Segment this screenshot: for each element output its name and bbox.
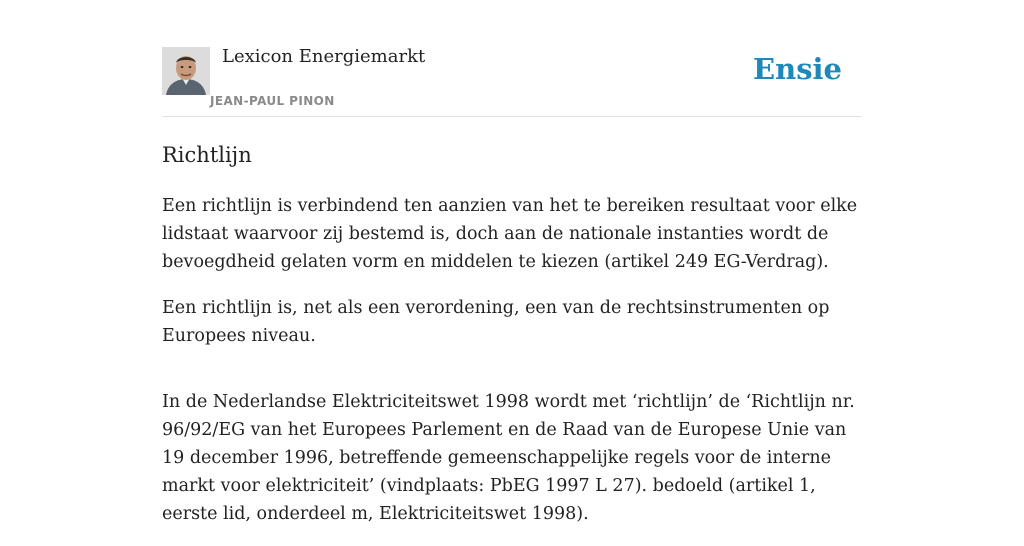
definition-paragraph: Een richtlijn is, net als een verordening, een van de rechtsinstrumenten op Europees niveau. [162, 298, 830, 346]
article-body [162, 140, 862, 546]
page-header [162, 0, 862, 117]
term-title: Richtlijn [162, 143, 252, 167]
avatar-portrait-icon [162, 47, 210, 95]
author-avatar[interactable] [162, 47, 210, 95]
brand-logo[interactable]: Ensie [753, 52, 842, 86]
site-title[interactable]: Lexicon Energiemarkt [222, 46, 426, 67]
definition-paragraph: Een richtlijn is verbindend ten aanzien van het te bereiken resultaat voor elke lidstaat waarvoor zij bestemd is, doch aan de nationale instanties wordt de bevoegdheid gelaten vorm en middelen te kiezen (artikel 249 EG-Verdrag). [162, 196, 858, 272]
definition-paragraph: In de Nederlandse Elektriciteitswet 1998 wordt met ‘richtlijn’ de ‘Richtlijn nr. 96/92/EG van het Europees Parlement en de Raad van de Europese Unie van 19 december 1996, betreffende gemeenschappelijke regels voor de interne markt voor elektriciteit’ (vindplaats: PbEG 1997 L 27). bedoeld (artikel 1, eerste lid, onderdeel m, Elektriciteitswet 1998). [162, 392, 855, 524]
author-name[interactable]: JEAN-PAUL PINON [210, 94, 335, 108]
